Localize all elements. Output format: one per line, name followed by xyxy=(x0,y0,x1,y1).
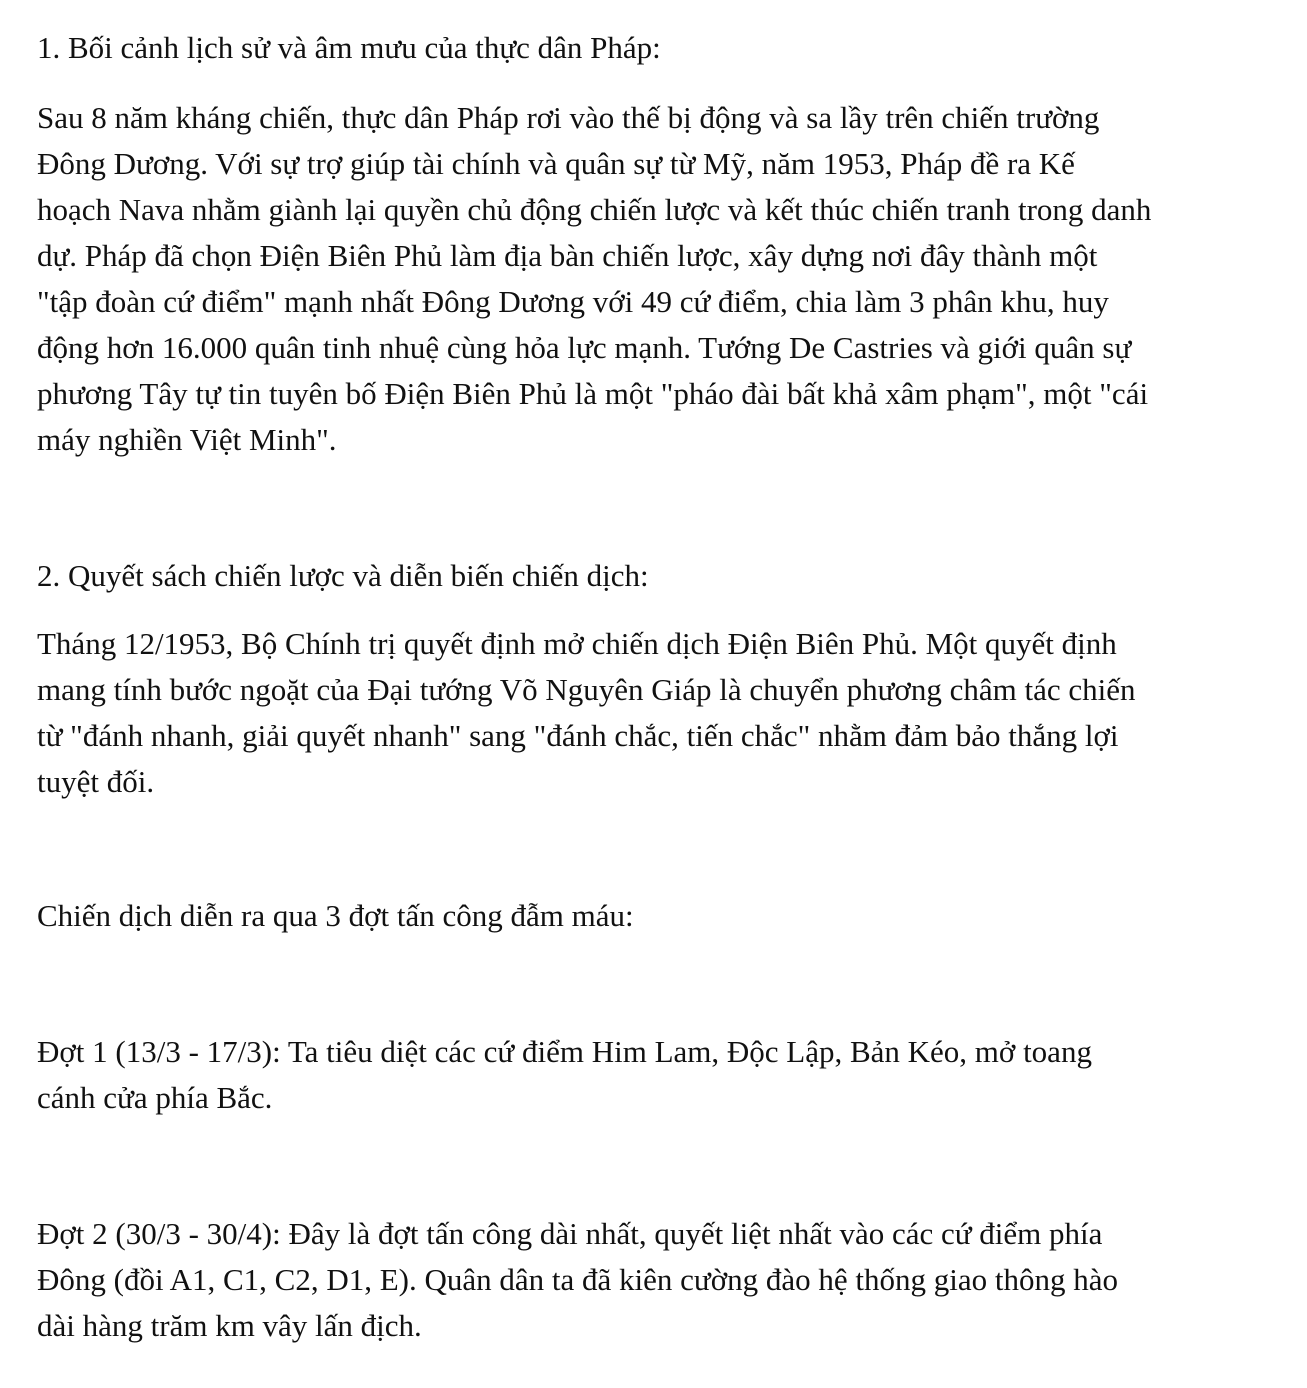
section2-paragraph-line: tuyệt đối. xyxy=(37,764,155,799)
phase2-line: Đợt 2 (30/3 - 30/4): Đây là đợt tấn công dài nhất, quyết liệt nhất vào các cứ điểm phía xyxy=(37,1216,1103,1251)
section2-paragraph-line: từ "đánh nhanh, giải quyết nhanh" sang "đánh chắc, tiến chắc" nhằm đảm bảo thắng lợi xyxy=(37,718,1119,753)
section1-paragraph-line: hoạch Nava nhằm giành lại quyền chủ động chiến lược và kết thúc chiến tranh trong danh xyxy=(37,192,1152,227)
section2-heading: 2. Quyết sách chiến lược và diễn biến chiến dịch: xyxy=(37,558,649,593)
section1-paragraph-line: dự. Pháp đã chọn Điện Biên Phủ làm địa bàn chiến lược, xây dựng nơi đây thành một xyxy=(37,238,1098,273)
section1-paragraph-line: động hơn 16.000 quân tinh nhuệ cùng hỏa lực mạnh. Tướng De Castries và giới quân sự xyxy=(37,330,1132,365)
phase2-line: Đông (đồi A1, C1, C2, D1, E). Quân dân ta đã kiên cường đào hệ thống giao thông hào xyxy=(37,1262,1118,1297)
section1-heading: 1. Bối cảnh lịch sử và âm mưu của thực dân Pháp: xyxy=(37,30,661,65)
section1-paragraph-line: máy nghiền Việt Minh". xyxy=(37,422,337,457)
section1-paragraph-line: Đông Dương. Với sự trợ giúp tài chính và quân sự từ Mỹ, năm 1953, Pháp đề ra Kế xyxy=(37,146,1075,181)
section1-paragraph-line: Sau 8 năm kháng chiến, thực dân Pháp rơi vào thế bị động và sa lầy trên chiến trường xyxy=(37,100,1100,135)
section1-paragraph-line: phương Tây tự tin tuyên bố Điện Biên Phủ là một "pháo đài bất khả xâm phạm", một "cái xyxy=(37,376,1149,411)
section1-paragraph-line: "tập đoàn cứ điểm" mạnh nhất Đông Dương với 49 cứ điểm, chia làm 3 phân khu, huy xyxy=(37,284,1109,319)
section2-paragraph-line: mang tính bước ngoặt của Đại tướng Võ Nguyên Giáp là chuyển phương châm tác chiến xyxy=(37,672,1136,707)
phase2-line: dài hàng trăm km vây lấn địch. xyxy=(37,1308,422,1343)
section2-paragraph-line: Tháng 12/1953, Bộ Chính trị quyết định mở chiến dịch Điện Biên Phủ. Một quyết định xyxy=(37,626,1117,661)
campaign-intro: Chiến dịch diễn ra qua 3 đợt tấn công đẫm máu: xyxy=(37,898,634,933)
phase1-line: Đợt 1 (13/3 - 17/3): Ta tiêu diệt các cứ điểm Him Lam, Độc Lập, Bản Kéo, mở toang xyxy=(37,1034,1092,1069)
phase1-line: cánh cửa phía Bắc. xyxy=(37,1080,273,1115)
